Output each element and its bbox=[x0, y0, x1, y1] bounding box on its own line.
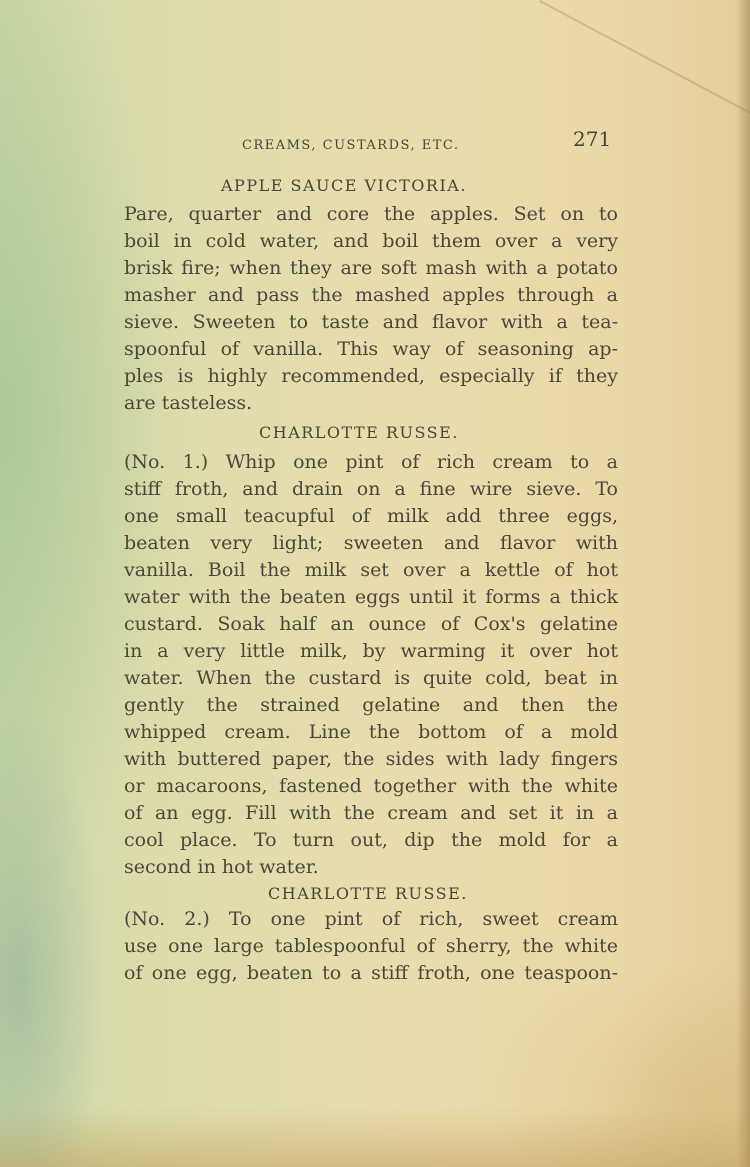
text-line: or macaroons, fastened together with the white bbox=[124, 775, 618, 797]
text-line: (No. 2.) To one pint of rich, sweet cream bbox=[124, 908, 618, 930]
text-line: masher and pass the mashed apples through a bbox=[124, 284, 618, 306]
page-bottom-stain bbox=[0, 1107, 750, 1167]
text-line: water. When the custard is quite cold, beat in bbox=[124, 667, 618, 689]
text-line: custard. Soak half an ounce of Cox's gelatine bbox=[124, 613, 618, 635]
text-line: spoonful of vanilla. This way of seasoning ap- bbox=[124, 338, 618, 360]
recipe-text-apple-sauce-victoria bbox=[124, 201, 618, 417]
page-number: 271 bbox=[573, 127, 612, 151]
recipe-heading-charlotte-russe-1: CHARLOTTE RUSSE. bbox=[259, 423, 459, 442]
page-edge-shading bbox=[736, 0, 750, 1167]
text-line: stiff froth, and drain on a fine wire sieve. To bbox=[124, 478, 618, 500]
text-line: use one large tablespoonful of sherry, the white bbox=[124, 935, 618, 957]
text-line: (No. 1.) Whip one pint of rich cream to a bbox=[124, 451, 618, 473]
text-line: ples is highly recommended, especially if they bbox=[124, 365, 618, 387]
text-line: sieve. Sweeten to taste and flavor with a tea- bbox=[124, 311, 618, 333]
text-line: of one egg, beaten to a stiff froth, one teaspoon- bbox=[124, 962, 618, 984]
recipe-heading-apple-sauce-victoria: APPLE SAUCE VICTORIA. bbox=[221, 176, 467, 195]
text-line: second in hot water. bbox=[124, 856, 319, 878]
text-line: one small teacupful of milk add three eggs, bbox=[124, 505, 618, 527]
text-line: boil in cold water, and boil them over a very bbox=[124, 230, 618, 252]
recipe-text-charlotte-russe-1 bbox=[124, 449, 618, 881]
text-line: are tasteless. bbox=[124, 392, 253, 414]
text-line: gently the strained gelatine and then the bbox=[124, 694, 618, 716]
text-line: beaten very light; sweeten and flavor with bbox=[124, 532, 618, 554]
text-line: cool place. To turn out, dip the mold for a bbox=[124, 829, 618, 851]
recipe-heading-charlotte-russe-2: CHARLOTTE RUSSE. bbox=[268, 884, 468, 903]
text-line: Pare, quarter and core the apples. Set on to bbox=[124, 203, 618, 225]
text-line: of an egg. Fill with the cream and set it in a bbox=[124, 802, 618, 824]
text-line: whipped cream. Line the bottom of a mold bbox=[124, 721, 618, 743]
text-line: brisk fire; when they are soft mash with a potato bbox=[124, 257, 618, 279]
recipe-text-charlotte-russe-2 bbox=[124, 906, 618, 987]
page-crease bbox=[539, 0, 750, 124]
running-head: CREAMS, CUSTARDS, ETC. bbox=[242, 138, 460, 153]
text-line: water with the beaten eggs until it forms a thick bbox=[124, 586, 618, 608]
text-line: in a very little milk, by warming it over hot bbox=[124, 640, 618, 662]
text-line: with buttered paper, the sides with lady fingers bbox=[124, 748, 618, 770]
text-line: vanilla. Boil the milk set over a kettle of hot bbox=[124, 559, 618, 581]
